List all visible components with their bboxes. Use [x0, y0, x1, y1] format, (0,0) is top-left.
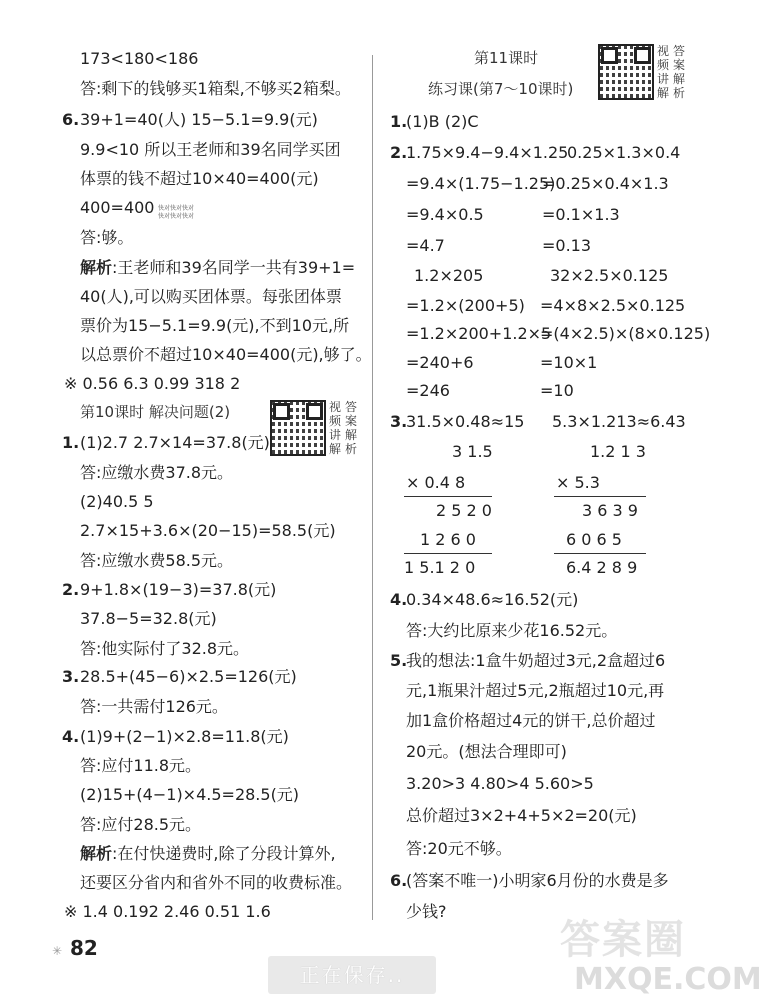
question-number: 6.	[62, 110, 80, 129]
text-line: 5.3×1.213≈6.43	[552, 412, 686, 431]
page-number: 82	[70, 936, 98, 960]
text-line: 2.7×15+3.6×(20−15)=58.5(元)	[80, 521, 336, 540]
text-line: 答:一共需付126元。	[80, 697, 228, 716]
bonus-answers: ※ 0.56 6.3 0.99 318 2	[64, 374, 241, 393]
text-line: 加1盒价格超过4元的饼干,总价超过	[406, 711, 656, 730]
analysis-text: :王老师和39名同学一共有39+1=	[112, 258, 356, 277]
text-line: =10×1	[540, 353, 598, 372]
calc-digit-row: 3 6 3 9	[582, 501, 638, 520]
site-watermark-url: MXQE.COM	[574, 962, 762, 997]
text-line: =240+6	[406, 353, 474, 372]
text-line: 票价为15−5.1=9.9(元),不到10元,所	[80, 316, 350, 335]
question-number: 3.	[390, 412, 408, 431]
text-line: 39+1=40(人) 15−5.1=9.9(元)	[80, 110, 318, 129]
text-line: 元,1瓶果汁超过5元,2瓶超过10元,再	[406, 681, 665, 700]
text-line: =246	[406, 381, 450, 400]
text-line: 我的想法:1盒牛奶超过3元,2盒超过6	[406, 651, 666, 670]
text-line: 答:应缴水费58.5元。	[80, 551, 234, 570]
text-line: =1.2×200+1.2×5	[406, 324, 552, 343]
text-line: (答案不唯一)小明家6月份的水费是多	[406, 871, 669, 890]
qr-code-icon[interactable]	[270, 400, 326, 456]
section-subtitle: 练习课(第7～10课时)	[428, 80, 574, 98]
text-line: 少钱?	[406, 902, 447, 921]
text-line: 以总票价不超过10×40=400(元),够了。	[80, 345, 372, 364]
analysis-text: :在付快递费时,除了分段计算外,	[112, 844, 336, 863]
text-line: 1.75×9.4−9.4×1.25	[406, 143, 569, 162]
text-line: (1)9+(2−1)×2.8=11.8(元)	[80, 727, 289, 746]
analysis-label: 解析	[80, 258, 113, 277]
qr-code-icon[interactable]	[598, 44, 654, 100]
text-line: 31.5×0.48≈15	[406, 412, 525, 431]
calc-rule	[554, 553, 646, 554]
text-line: 9.9<10 所以王老师和39名同学买团	[80, 140, 341, 159]
watermark-stamp: 快对快对快对	[158, 213, 195, 220]
text-line: 0.34×48.6≈16.52(元)	[406, 590, 579, 609]
text-line: (2)15+(4−1)×4.5=28.5(元)	[80, 785, 300, 804]
calc-digit-row: 6 0 6 5	[566, 530, 622, 549]
analysis-label: 解析	[80, 844, 113, 863]
text-line: =9.4×0.5	[406, 205, 484, 224]
calc-digit-row: × 0.4 8	[406, 473, 466, 492]
calc-digit-row: 1 2 6 0	[420, 530, 476, 549]
text-line: 答:够。	[80, 228, 134, 247]
qr-label: 视频讲解	[656, 44, 669, 100]
question-number: 3.	[62, 667, 80, 686]
text-line: 400=400	[80, 198, 155, 217]
section-title: 第10课时 解决问题(2)	[80, 403, 231, 421]
analysis-line	[80, 258, 355, 278]
calc-digit-row: 2 5 2 0	[436, 501, 492, 520]
text-line: =0.1×1.3	[542, 205, 620, 224]
text-line: 还要区分省内和省外不同的收费标准。	[80, 873, 353, 892]
text-line: 答:应缴水费37.8元。	[80, 463, 234, 482]
qr-label: 答案解析	[344, 400, 357, 456]
text-line: 40(人),可以购买团体票。每张团体票	[80, 287, 342, 306]
text-line: 体票的钱不超过10×40=400(元)	[80, 169, 319, 188]
text-line: 20元。(想法合理即可)	[406, 742, 567, 761]
text-line: 32×2.5×0.125	[550, 266, 669, 285]
text-line: 答:剩下的钱够买1箱梨,不够买2箱梨。	[80, 79, 351, 98]
question-number: 4.	[62, 727, 80, 746]
question-number: 1.	[62, 433, 80, 452]
watermark-stamp: 快对快对快对	[158, 205, 195, 212]
text-line: 37.8−5=32.8(元)	[80, 609, 217, 628]
text-line: 28.5+(45−6)×2.5=126(元)	[80, 667, 297, 686]
calc-digit-row: × 5.3	[556, 473, 600, 492]
text-line: =4×8×2.5×0.125	[540, 296, 686, 315]
question-number: 2.	[62, 580, 80, 599]
column-divider	[372, 55, 373, 920]
analysis-line	[80, 844, 336, 864]
page-ornament-icon: ✳	[52, 944, 63, 958]
question-number: 5.	[390, 651, 408, 670]
section-title: 第11课时	[474, 49, 539, 67]
calc-digit-row: 6.4 2 8 9	[566, 558, 638, 577]
question-number: 2.	[390, 143, 408, 162]
calc-digit-row: 3 1.5	[452, 442, 493, 461]
text-line: 答:他实际付了32.8元。	[80, 639, 250, 658]
text-line: =1.2×(200+5)	[406, 296, 525, 315]
calc-rule	[404, 496, 492, 497]
calc-digit-row: 1.2 1 3	[590, 442, 646, 461]
calc-digit-row: 1 5.1 2 0	[404, 558, 476, 577]
text-line: 1.2×205	[414, 266, 484, 285]
text-line: =0.25×0.4×1.3	[542, 174, 669, 193]
text-line: 173<180<186	[80, 49, 199, 68]
text-line: 答:应付28.5元。	[80, 815, 202, 834]
saving-toast: 正在保存..	[268, 956, 436, 994]
text-line: 答:应付11.8元。	[80, 756, 202, 775]
question-number: 6.	[390, 871, 408, 890]
qr-label: 答案解析	[672, 44, 685, 100]
text-line: (1)2.7 2.7×14=37.8(元)	[80, 433, 270, 452]
text-line: 3.20>3 4.80>4 5.60>5	[406, 774, 594, 793]
question-number: 1.	[390, 112, 408, 131]
text-line: (1)B (2)C	[406, 112, 479, 131]
calc-rule	[554, 496, 646, 497]
bonus-answers: ※ 1.4 0.192 2.46 0.51 1.6	[64, 902, 271, 921]
text-line: =4.7	[406, 236, 445, 255]
text-line: 总价超过3×2+4+5×2=20(元)	[406, 806, 637, 825]
text-line: (2)40.5 5	[80, 492, 154, 511]
question-number: 4.	[390, 590, 408, 609]
text-line: =10	[540, 381, 574, 400]
text-line: =9.4×(1.75−1.25)	[406, 174, 556, 193]
text-line: 答:20元不够。	[406, 839, 512, 858]
site-watermark: 答案圈	[560, 917, 686, 963]
text-line: =(4×2.5)×(8×0.125)	[540, 324, 711, 343]
text-line: 答:大约比原来少花16.52元。	[406, 621, 618, 640]
text-line: 0.25×1.3×0.4	[567, 143, 681, 162]
text-line: =0.13	[542, 236, 592, 255]
calc-rule	[404, 553, 492, 554]
text-line: 9+1.8×(19−3)=37.8(元)	[80, 580, 277, 599]
qr-label: 视频讲解	[328, 400, 341, 456]
